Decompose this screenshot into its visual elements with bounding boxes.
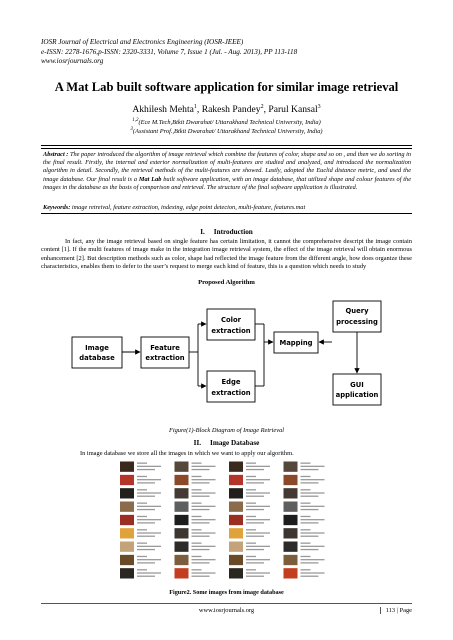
- thumbnail-caption-line: [192, 546, 216, 547]
- database-thumbnail: [229, 515, 270, 525]
- section-heading-database: [0, 439, 453, 447]
- thumbnail-caption-line: [246, 482, 264, 483]
- thumbnail-image: [120, 462, 134, 472]
- thumbnail-caption-line: [137, 532, 161, 533]
- thumbnail-image: [284, 542, 298, 552]
- database-thumbnail: [284, 462, 325, 472]
- thumbnail-caption-line: [301, 543, 311, 544]
- thumbnail-image: [284, 568, 298, 578]
- thumbnail-image: [175, 502, 189, 512]
- database-thumbnail: [284, 528, 325, 538]
- database-thumbnail: [229, 568, 270, 578]
- thumbnail-caption-line: [246, 572, 270, 573]
- thumbnail-caption-line: [301, 466, 325, 467]
- thumbnail-image: [229, 462, 243, 472]
- thumbnail-caption-line: [246, 509, 264, 510]
- database-thumbnail: [175, 502, 216, 512]
- thumbnail-caption-line: [192, 576, 210, 577]
- database-thumbnail: [120, 528, 161, 538]
- thumbnail-caption-line: [137, 469, 155, 470]
- thumbnail-caption-line: [192, 496, 210, 497]
- thumbnail-caption-line: [137, 576, 155, 577]
- abstract-bold: Mat Lab: [138, 175, 162, 183]
- section-number: I.: [200, 228, 205, 236]
- thumbnail-image: [229, 528, 243, 538]
- block-label: processing: [336, 318, 378, 326]
- figure-1-caption: Figure(1)-Block Diagram of Image Retrieval: [168, 427, 285, 434]
- thumbnail-caption-line: [301, 562, 319, 563]
- thumbnail-image: [175, 528, 189, 538]
- image-database-figure: [118, 460, 336, 580]
- thumbnail-caption-line: [137, 562, 155, 563]
- figure-2-caption: Figure2. Some images from image database: [169, 589, 284, 596]
- thumbnail-caption-line: [246, 492, 270, 493]
- thumbnail-caption-line: [192, 482, 210, 483]
- thumbnail-caption-line: [246, 536, 264, 537]
- database-thumbnail: [175, 475, 216, 485]
- section-title: Image Database: [210, 439, 260, 447]
- author-name: Rakesh Pandey: [201, 104, 261, 116]
- thumbnail-caption-line: [137, 463, 147, 464]
- thumbnail-caption-line: [137, 509, 155, 510]
- thumbnail-caption-line: [137, 546, 161, 547]
- block-label: Feature: [150, 344, 180, 352]
- thumbnail-caption-line: [137, 489, 147, 490]
- abstract-label: Abstract :: [43, 151, 69, 158]
- block-label: application: [335, 391, 379, 399]
- thumbnail-image: [284, 462, 298, 472]
- query-processing-block: [333, 301, 381, 332]
- database-thumbnail: [229, 462, 270, 472]
- image-database-block: [72, 337, 122, 368]
- thumbnail-caption-line: [137, 516, 147, 517]
- thumbnail-caption-line: [301, 529, 311, 530]
- thumbnail-caption-line: [137, 519, 161, 520]
- block-label: Mapping: [279, 339, 313, 347]
- thumbnail-image: [229, 555, 243, 565]
- thumbnail-caption-line: [137, 466, 161, 467]
- database-thumbnail: [120, 488, 161, 498]
- journal-url: www.iosrjournals.org: [41, 57, 104, 65]
- abstract-text: built software application, with an image database, that utilized shape and colour features of the images in the database as the basis of comparison and retrieval. The structure of the final software application is illustrated.: [43, 175, 412, 191]
- thumbnail-image: [229, 542, 243, 552]
- thumbnail-caption-line: [301, 463, 311, 464]
- thumbnail-caption-line: [137, 572, 161, 573]
- database-thumbnail: [175, 555, 216, 565]
- thumbnail-caption-line: [137, 476, 147, 477]
- block-label: database: [79, 354, 115, 362]
- thumbnail-image: [229, 568, 243, 578]
- affiliation-sup: 1,2: [132, 118, 139, 123]
- thumbnail-image: [229, 475, 243, 485]
- thumbnail-caption-line: [246, 506, 270, 507]
- thumbnail-caption-line: [192, 569, 202, 570]
- database-thumbnail: [120, 475, 161, 485]
- thumbnail-image: [175, 568, 189, 578]
- block-label: GUI: [350, 381, 364, 389]
- database-thumbnail: [284, 515, 325, 525]
- thumbnail-caption-line: [246, 529, 256, 530]
- thumbnail-caption-line: [301, 549, 319, 550]
- thumbnail-caption-line: [192, 469, 210, 470]
- database-thumbnail: [120, 515, 161, 525]
- database-thumbnail: [229, 502, 270, 512]
- section-heading-intro: [0, 228, 453, 236]
- thumbnail-caption-line: [137, 536, 155, 537]
- abstract: [43, 151, 411, 192]
- author-separator: ,: [263, 104, 269, 116]
- thumbnail-caption-line: [192, 509, 210, 510]
- block-label: Color: [220, 316, 242, 324]
- thumbnail-caption-line: [301, 546, 325, 547]
- thumbnail-caption-line: [192, 543, 202, 544]
- thumbnail-caption-line: [301, 489, 311, 490]
- thumbnail-caption-line: [137, 496, 155, 497]
- thumbnail-caption-line: [246, 549, 264, 550]
- footer-url: www.iosrjournals.org: [198, 607, 255, 614]
- database-thumbnail: [284, 488, 325, 498]
- thumbnail-caption-line: [192, 572, 216, 573]
- thumbnail-caption-line: [246, 479, 270, 480]
- thumbnail-caption-line: [246, 519, 270, 520]
- thumbnail-caption-line: [137, 479, 161, 480]
- thumbnail-caption-line: [301, 522, 319, 523]
- thumbnail-caption-line: [301, 482, 319, 483]
- block-label: Image: [85, 344, 109, 352]
- journal-name: IOSR Journal of Electrical and Electronics Engineering (IOSR-JEEE): [41, 38, 244, 46]
- database-thumbnail: [120, 462, 161, 472]
- database-thumbnail: [175, 488, 216, 498]
- thumbnail-caption-line: [301, 509, 319, 510]
- edge-extraction-block: [207, 371, 255, 402]
- thumbnail-caption-line: [137, 503, 147, 504]
- thumbnail-caption-line: [192, 466, 216, 467]
- database-thumbnail: [175, 528, 216, 538]
- thumbnail-caption-line: [301, 536, 319, 537]
- block-label: Query: [345, 307, 369, 315]
- database-thumbnail: [120, 555, 161, 565]
- thumbnail-caption-line: [192, 489, 202, 490]
- thumbnail-caption-line: [301, 492, 325, 493]
- thumbnail-caption-line: [192, 532, 216, 533]
- thumbnail-caption-line: [137, 543, 147, 544]
- block-diagram: [70, 296, 390, 420]
- thumbnail-caption-line: [246, 489, 256, 490]
- thumbnail-caption-line: [246, 503, 256, 504]
- thumbnail-caption-line: [192, 503, 202, 504]
- thumbnail-caption-line: [192, 522, 210, 523]
- database-thumbnail: [284, 555, 325, 565]
- author-name: Akhilesh Mehta: [132, 104, 194, 116]
- author-name: Parul Kansal: [268, 104, 318, 116]
- thumbnail-caption-line: [137, 506, 161, 507]
- author-list: [0, 104, 453, 115]
- journal-issn: e-ISSN: 2278-1676,p-ISSN: 2320-3331, Volume 7, Issue 1 (Jul. - Aug. 2013), PP 113-118: [41, 47, 298, 56]
- thumbnail-caption-line: [137, 559, 161, 560]
- thumbnail-caption-line: [192, 559, 216, 560]
- database-thumbnail: [120, 568, 161, 578]
- keywords: [43, 204, 411, 211]
- thumbnail-image: [175, 555, 189, 565]
- affiliation-1: [0, 118, 453, 126]
- thumbnail-caption-line: [137, 569, 147, 570]
- thumbnail-image: [175, 488, 189, 498]
- thumbnail-caption-line: [192, 492, 216, 493]
- thumbnail-caption-line: [192, 549, 210, 550]
- thumbnail-caption-line: [246, 562, 264, 563]
- block-label: extraction: [211, 389, 251, 397]
- thumbnail-caption-line: [192, 562, 210, 563]
- thumbnail-caption-line: [301, 479, 325, 480]
- keywords-text: image retreival, feature extraction, indexing, edge point detecion, multi-feature, features.mat: [70, 204, 306, 211]
- thumbnail-image: [120, 475, 134, 485]
- gui-application-block: [333, 374, 381, 405]
- thumbnail-caption-line: [137, 549, 155, 550]
- thumbnail-caption-line: [246, 569, 256, 570]
- database-thumbnail: [229, 528, 270, 538]
- thumbnail-image: [229, 488, 243, 498]
- page-number: 113 | Page: [385, 607, 412, 614]
- thumbnail-image: [120, 528, 134, 538]
- affiliation-2: [0, 127, 453, 135]
- database-thumbnail: [284, 542, 325, 552]
- thumbnail-caption-line: [246, 522, 264, 523]
- affiliation-text: (Ece M.Tech,Btkit Dwarahat/ Uttarakhand Technical University, India): [138, 119, 321, 127]
- thumbnail-image: [229, 515, 243, 525]
- thumbnail-image: [284, 528, 298, 538]
- thumbnail-image: [175, 462, 189, 472]
- thumbnail-image: [120, 555, 134, 565]
- section-title: Introduction: [213, 228, 253, 236]
- thumbnail-caption-line: [192, 476, 202, 477]
- thumbnail-image: [120, 568, 134, 578]
- thumbnail-image: [284, 555, 298, 565]
- thumbnail-image: [284, 475, 298, 485]
- author-sup: 1: [193, 104, 197, 110]
- thumbnail-caption-line: [301, 506, 325, 507]
- database-thumbnail: [284, 568, 325, 578]
- thumbnail-image: [284, 488, 298, 498]
- thumbnail-caption-line: [301, 503, 311, 504]
- database-thumbnail: [175, 542, 216, 552]
- database-thumbnail: [120, 502, 161, 512]
- thumbnail-caption-line: [301, 576, 319, 577]
- author-separator: ,: [196, 104, 202, 116]
- thumbnail-caption-line: [192, 516, 202, 517]
- database-paragraph: In image database we store all the images in which we want to apply our algorithm.: [80, 450, 294, 457]
- thumbnail-caption-line: [192, 536, 210, 537]
- thumbnail-caption-line: [246, 496, 264, 497]
- thumbnail-image: [284, 502, 298, 512]
- database-thumbnail: [175, 568, 216, 578]
- author-sup: 3: [317, 104, 321, 110]
- database-thumbnail: [284, 475, 325, 485]
- thumbnail-image: [229, 502, 243, 512]
- thumbnail-caption-line: [192, 529, 202, 530]
- footer-rule: [41, 603, 412, 604]
- abstract-text: The paper introduced the algorithm of image retrieval which combine the features of color, shape and so on , and then we do sorting in the final result. Firstly, the internal and exterior normalization of multi-features are studied and analyzed, and introduced the normalization algorithm in detail. Secondly, the retrieval methods of the multi-features are showed. Lastly, adopted the Euclid distance metric, and used the image database. Our final result is a: [43, 151, 411, 183]
- thumbnail-caption-line: [192, 463, 202, 464]
- proposed-algorithm-heading: Proposed Algorithm: [198, 279, 255, 286]
- database-thumbnail: [175, 515, 216, 525]
- database-thumbnail: [229, 488, 270, 498]
- database-thumbnail: [229, 542, 270, 552]
- thumbnail-caption-line: [192, 556, 202, 557]
- thumbnail-caption-line: [246, 559, 270, 560]
- thumbnail-caption-line: [301, 496, 319, 497]
- mapping-block: [274, 332, 318, 353]
- thumbnail-caption-line: [137, 522, 155, 523]
- database-thumbnail: [229, 475, 270, 485]
- thumbnail-caption-line: [246, 532, 270, 533]
- thumbnail-caption-line: [137, 529, 147, 530]
- database-thumbnail: [284, 502, 325, 512]
- thumbnail-caption-line: [301, 476, 311, 477]
- paper-title: A Mat Lab built software application for similar image retrieval: [54, 80, 399, 94]
- feature-extraction-block: [141, 337, 189, 368]
- author-sup: 2: [260, 104, 264, 110]
- thumbnail-caption-line: [301, 569, 311, 570]
- thumbnail-caption-line: [246, 546, 270, 547]
- thumbnail-caption-line: [246, 543, 256, 544]
- thumbnail-image: [120, 542, 134, 552]
- thumbnail-caption-line: [192, 479, 216, 480]
- section-number: II.: [193, 439, 202, 447]
- block-label: Edge: [221, 378, 241, 386]
- thumbnail-caption-line: [137, 556, 147, 557]
- thumbnail-caption-line: [246, 556, 256, 557]
- thumbnail-caption-line: [246, 466, 270, 467]
- thumbnail-image: [175, 542, 189, 552]
- thumbnail-caption-line: [301, 556, 311, 557]
- thumbnail-image: [175, 475, 189, 485]
- block-label: extraction: [211, 327, 251, 335]
- thumbnail-caption-line: [301, 519, 325, 520]
- affiliation-sup: 3: [130, 127, 133, 132]
- database-thumbnail: [175, 462, 216, 472]
- thumbnail-caption-line: [246, 516, 256, 517]
- thumbnail-caption-line: [301, 532, 325, 533]
- thumbnail-caption-line: [301, 516, 311, 517]
- thumbnail-caption-line: [246, 476, 256, 477]
- thumbnail-image: [120, 488, 134, 498]
- thumbnail-caption-line: [301, 572, 325, 573]
- thumbnail-image: [120, 502, 134, 512]
- thumbnail-image: [284, 515, 298, 525]
- thumbnail-image: [175, 515, 189, 525]
- keywords-label: Keywords:: [43, 204, 71, 211]
- thumbnail-caption-line: [246, 576, 264, 577]
- database-thumbnail: [120, 542, 161, 552]
- database-thumbnail: [229, 555, 270, 565]
- thumbnail-caption-line: [137, 482, 155, 483]
- block-label: extraction: [145, 354, 185, 362]
- thumbnail-caption-line: [246, 469, 264, 470]
- intro-paragraph: In fact, any the image retrieval based on single feature has certain limitation, it cannot the comprehensive descript the image contain content [1]. If the multi features of image make in the integration image retrieval system, the effect of the image retrieval will obtain enormous enhancement [2]. But description methods such as color, shape had reflected the image feature from the different angle, how does organize these characteristics, enables them to defer to the user’s request to merge each kind of feature, this is a question which needs to study: [41, 238, 412, 271]
- thumbnail-caption-line: [137, 492, 161, 493]
- affiliation-text: (Assistant Prof.,Btkit Dwarahat/ Uttarakhand Technical University, India): [132, 128, 323, 136]
- thumbnail-caption-line: [192, 506, 216, 507]
- thumbnail-caption-line: [246, 463, 256, 464]
- thumbnail-caption-line: [301, 559, 325, 560]
- thumbnail-caption-line: [301, 469, 319, 470]
- thumbnail-image: [120, 515, 134, 525]
- thumbnail-caption-line: [192, 519, 216, 520]
- color-extraction-block: [207, 309, 255, 340]
